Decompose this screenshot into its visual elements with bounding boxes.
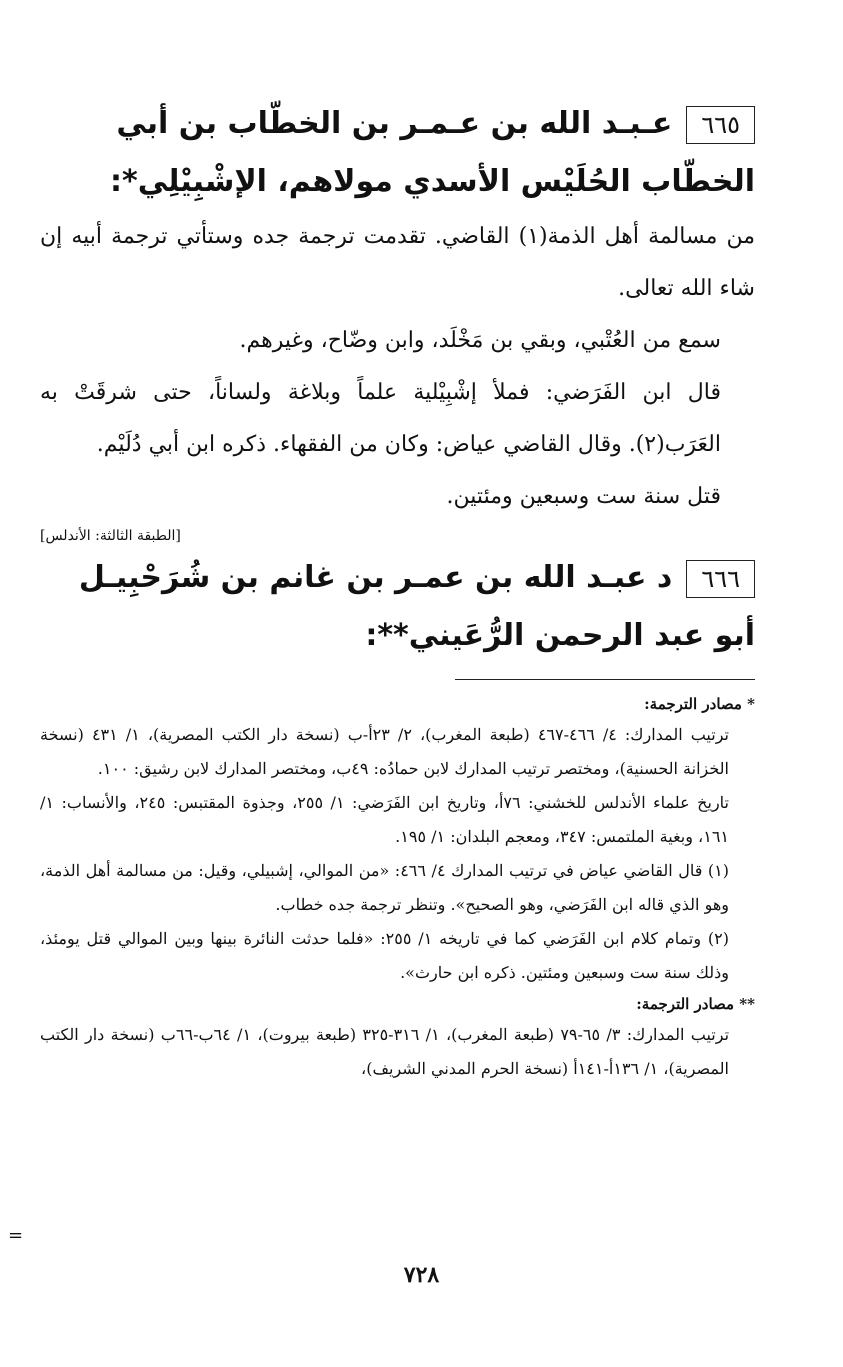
sources-title: * مصادر الترجمة:: [644, 695, 755, 713]
entry-paragraph: قتل سنة ست وسبعين ومئتين.: [446, 484, 721, 509]
entry-title: عـبـد الله بن عـمـر بن الخطّاب بن أبي الخطّاب الحُلَيْس الأسدي مولاهم، الإشْبِيْلِي*:: [110, 106, 755, 199]
entry-heading: [40, 95, 755, 211]
footnote-source: ترتيب المدارك: ٣/ ٦٥-٧٩ (طبعة المغرب)، ١/ ٣١٦-٣٢٥ (طبعة بيروت)، ١/ ٦٤ب-٦٦ب (نسخة دار الكتب المصرية)، ١/ ١٣٦أ-١٤١أ (نسخة الحرم المدني الشريف)،: [40, 1025, 730, 1078]
entry-title: د عبـد الله بن عمـر بن غانم بن شُرَحْبِيـل أبو عبد الرحمن الرُّعَيني**:: [78, 560, 755, 653]
entry-paragraph: سمع من العُتْبي، وبقي بن مَخْلَد، وابن وضّاح، وغيرهم.: [239, 328, 721, 353]
footnote-source: ترتيب المدارك: ٤/ ٤٦٦-٤٦٧ (طبعة المغرب)، ٢/ ٢٣أ-ب (نسخة دار الكتب المصرية)، ١/ ٤٣١ (نسخة الخزانة الحسنية)، ومختصر ترتيب المدارك لابن حمادُه: ٤٩ب، ومختصر المدارك لابن رشيق: ١٠٠.: [40, 725, 729, 778]
footnote-divider: [455, 679, 755, 680]
page-number: ٧٢٨: [403, 1262, 440, 1288]
entry-number-box: ٦٦٥: [686, 106, 755, 144]
entry-paragraph: من مسالمة أهل الذمة(١) القاضي. تقدمت ترجمة جده وستأتي ترجمة أبيه إن شاء الله تعالى.: [40, 224, 755, 301]
classification-note: [الطبقة الثالثة: الأندلس]: [40, 528, 181, 544]
footnote-note: (١) قال القاضي عياض في ترتيب المدارك ٤/ ٤٦٦: «من الموالي، إشبيلي، وقيل: من مسالمة أهل الذمة، وهو الذي قاله ابن الفَرَضي، وهو الصحيح». وتنظر ترجمة جده خطاب.: [40, 861, 729, 914]
page-body: [40, 95, 755, 1355]
entry-heading: [40, 549, 755, 665]
sources-title: ** مصادر الترجمة:: [636, 995, 755, 1013]
entry-paragraph: قال ابن الفَرَضي: فملأ إشْبِيْلية علماً وبلاغة ولساناً، حتى شرقَتْ به العَرَب(٢). وقال القاضي عياض: وكان من الفقهاء. ذكره ابن أبي دُلَيْم.: [40, 380, 721, 457]
footnote-note: (٢) وتمام كلام ابن الفَرَضي كما في تاريخه ١/ ٢٥٥: «فلما حدثت النائرة بينها وبين الموالي قتل يومئذ، وذلك سنة ست وسبعين ومئتين. ذكره ابن حارث».: [40, 929, 729, 982]
entry-number-box: ٦٦٦: [686, 560, 755, 598]
continuation-mark: =: [8, 1225, 24, 1246]
footnote-source: تاريخ علماء الأندلس للخشني: ٧٦أ، وتاريخ ابن الفَرَضي: ١/ ٢٥٥، وجذوة المقتبس: ٢٤٥، والأنساب: ١/ ١٦١، وبغية الملتمس: ٣٤٧، ومعجم البلدان: ١/ ١٩٥.: [40, 793, 729, 846]
